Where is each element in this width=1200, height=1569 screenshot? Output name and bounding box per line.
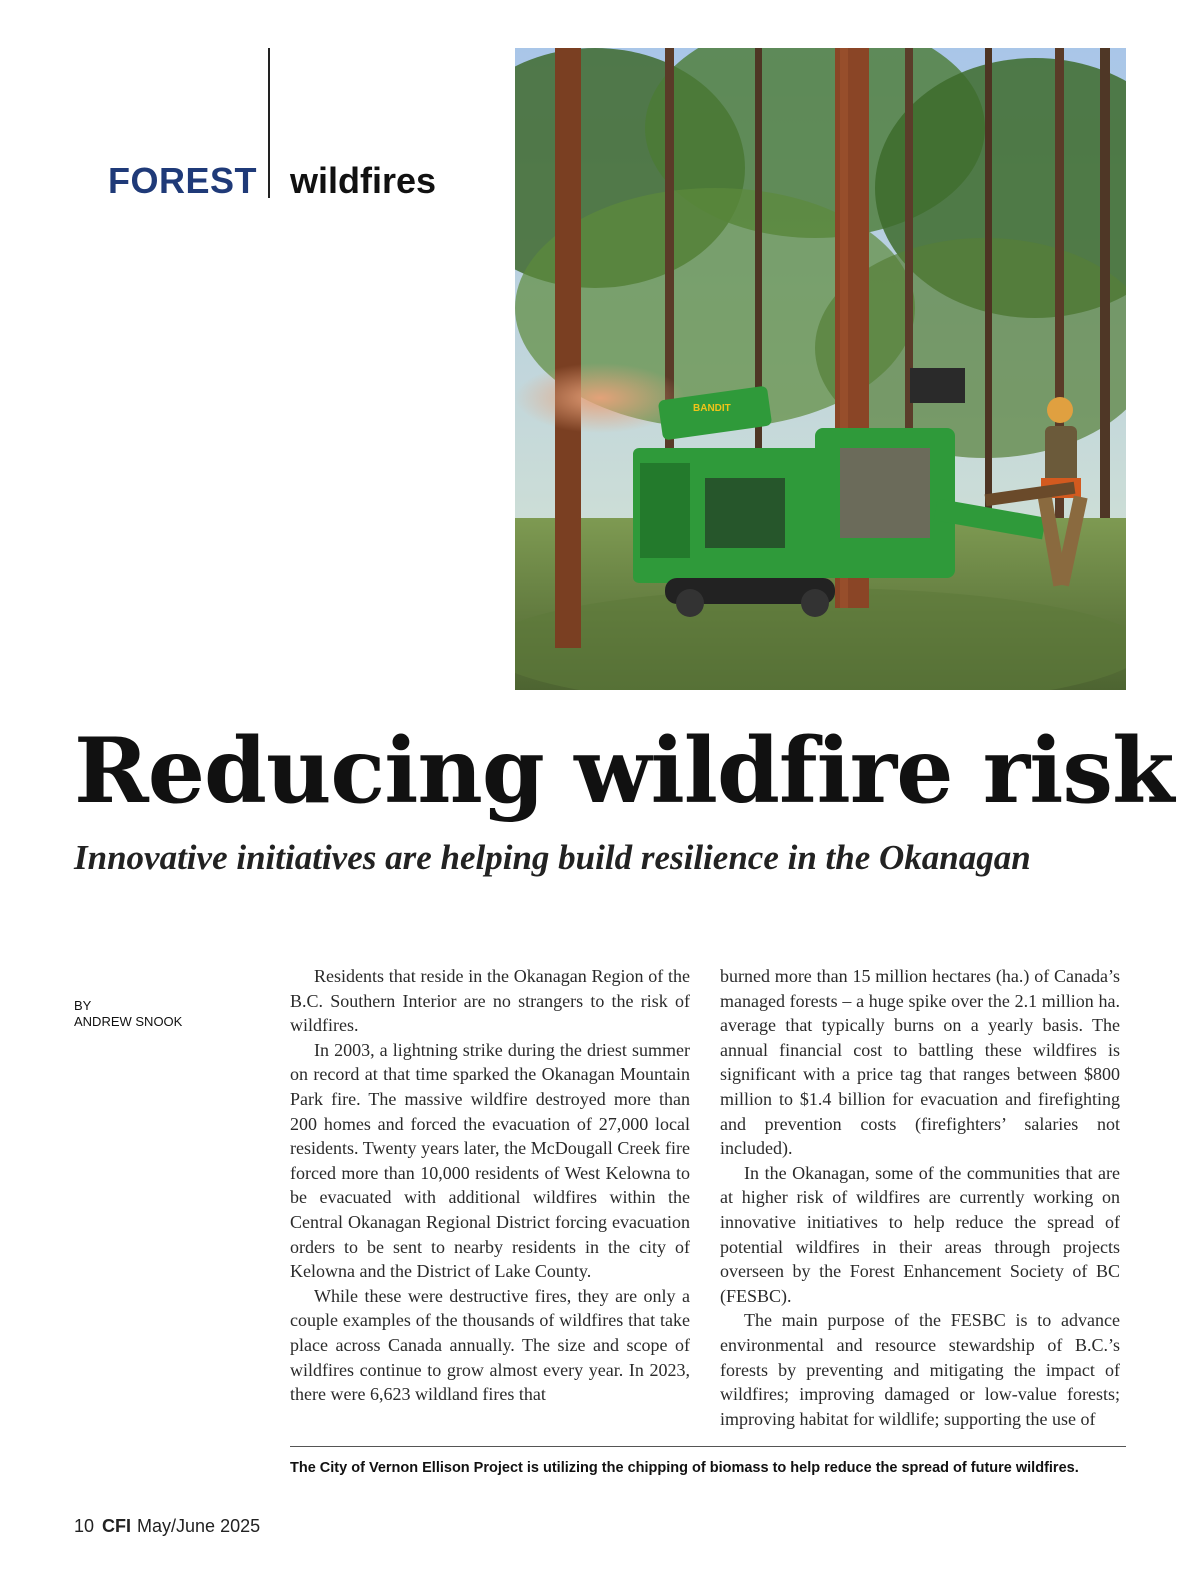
issue-date: May/June 2025 — [137, 1516, 261, 1536]
article-column-left — [290, 964, 690, 1407]
machine-brand: BANDIT — [693, 403, 731, 414]
forest-chipper-illustration — [515, 48, 1126, 690]
subhead: Innovative initiatives are helping build resilience in the Okanagan — [74, 838, 1031, 877]
feature-photo — [515, 48, 1126, 690]
section-divider — [268, 48, 270, 198]
paragraph: burned more than 15 million hectares (ha.) of Canada’s managed forests – a huge spike over the 2.1 million ha. average that typically burns on a yearly basis. The annual financial cost to battling these wildfires is significant with a price tag that ranges between $800 million to $1.4 billion for evacuation and firefighting and prevention costs (firefighters’ salaries not included). — [720, 966, 1120, 1159]
byline-author: ANDREW SNOOK — [74, 1014, 183, 1029]
paragraph: Residents that reside in the Okanagan Region of the B.C. Southern Interior are no strangers to the risk of wildfires. — [290, 966, 690, 1036]
byline — [74, 998, 182, 1030]
publication-name: CFI — [102, 1516, 132, 1536]
paragraph: In the Okanagan, some of the communities that are at higher risk of wildfires are currently working on innovative initiatives to help reduce the spread of potential wildfires in their areas through projects overseen by the Forest Enhancement Society of BC (FESBC). — [720, 1162, 1120, 1306]
section-label: FOREST — [108, 160, 258, 201]
headline: Reducing wildfire risk — [74, 718, 1174, 824]
paragraph: In 2003, a lightning strike during the driest summer on record at that time sparked the Okanagan Mountain Park fire. The massive wildfire destroyed more than 200 homes and forced the evacuation of 27,000 local residents. Twenty years later, the McDougall Creek fire forced more than 10,000 residents of West Kelowna to be evacuated with additional wildfires within the Central Okanagan Regional District forcing evacuation orders to be sent to nearby residents in the city of Kelowna and the District of Lake County. — [290, 1039, 690, 1282]
section-topic: wildfires — [290, 160, 437, 201]
byline-prefix: BY — [74, 998, 92, 1013]
paragraph: While these were destructive fires, they are only a couple examples of the thousands of wildfires that take place across Canada annually. The size and scope of wildfires continue to grow almost every year. In 2023, there were 6,623 wildland fires that — [290, 1285, 690, 1405]
page-footer — [74, 1516, 260, 1537]
page-number: 10 — [74, 1516, 95, 1536]
caption-rule — [290, 1446, 1126, 1447]
article-column-right — [720, 964, 1120, 1431]
photo-caption: The City of Vernon Ellison Project is utilizing the chipping of biomass to help reduce the spread of future wildfires. — [290, 1460, 1079, 1476]
paragraph: The main purpose of the FESBC is to advance environmental and resource stewardship of B.C.’s forests by preventing and mitigating the impact of wildfires; improving damaged or low-value forests; improving habitat for wildlife; supporting the use of — [720, 1310, 1120, 1429]
